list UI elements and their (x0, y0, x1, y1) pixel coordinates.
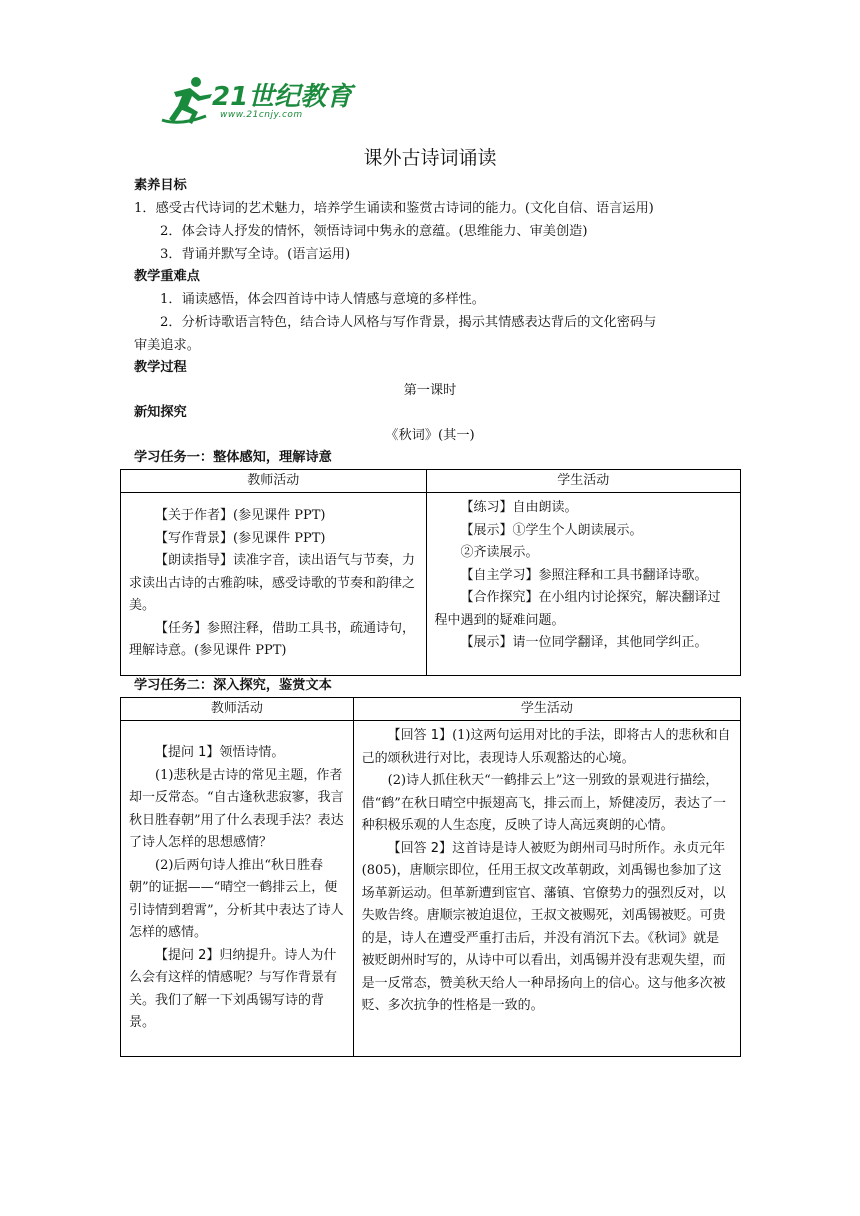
goal-3: 3．背诵并默写全诗。(语言运用) (160, 247, 351, 262)
table1-teacher-cell (121, 493, 427, 676)
page-title: 课外古诗词诵读 (363, 147, 497, 169)
table2-teacher-cell (121, 721, 354, 1057)
table2-teacher-para: (1)悲秋是古诗的常见主题，作者却一反常态。“自古逢秋悲寂寥，我言秋日胜春朝”用了什么表现手法？表达了诗人怎样的思想感情？ (129, 767, 344, 851)
table2-student-para: (2)诗人抓住秋天“一鹤排云上”这一别致的景观进行描绘，借“鹤”在秋日晴空中振翅高飞，排云而上，矫健凌厉，表达了一种积极乐观的人生态度，反映了诗人高远爽朗的心情。 (361, 773, 726, 833)
table2-student-cell (353, 721, 740, 1057)
key-heading: 教学重难点 (134, 269, 200, 284)
task2-heading: 学习任务二：深入探究，鉴赏文本 (134, 678, 332, 693)
table2-student-para: 【回答 2】这首诗是诗人被贬为朗州司马时所作。永贞元年(805)，唐顺宗即位，任用王叔文改革朝政，刘禹锡也参加了这场革新运动。但革新遭到宦官、藩镇、官僚势力的强烈反对，以失败告终。唐顺宗被迫退位，王叔文被赐死，刘禹锡被贬。可贵的是，诗人在遭受严重打击后，并没有消沉下去。《秋词》就是被贬朗州时写的，从诗中可以看出，刘禹锡并没有悲观失望，而是一反常态，赞美秋天给人一种昂扬向上的信心。这与他多次被贬、多次抗争的性格是一致的。 (361, 840, 726, 1013)
poem-title: 《秋词》(其一) (385, 428, 475, 443)
key-1: 1．诵读感悟，体会四首诗中诗人情感与意境的多样性。 (160, 292, 485, 307)
lesson-label: 第一课时 (403, 383, 457, 398)
table2-teacher-para: 【提问 2】归纳提升。诗人为什么会有这样的情感呢？与写作背景有关。我们了解一下刘禹锡写诗的背景。 (129, 947, 338, 1031)
goals-heading: 素养目标 (134, 178, 187, 193)
process-heading: 教学过程 (134, 360, 187, 375)
key-2-line-2: 审美追求。 (134, 338, 200, 353)
table1-student-para: 【展示】①学生个人朗读展示。 (460, 522, 643, 538)
runner-icon (160, 74, 220, 128)
table1-student-para: 【展示】请一位同学翻译，其他同学纠正。 (460, 635, 708, 650)
explore-heading: 新知探究 (134, 405, 187, 420)
table1-header-teacher: 教师活动 (121, 470, 427, 493)
table2-teacher-para: 【提问 1】领悟诗情。 (155, 745, 285, 761)
table2-teacher-para: (2)后两句诗人推出“秋日胜春朝”的证据——“晴空一鹤排云上，便引诗情到碧霄”，分析其中表达了诗人怎样的感情。 (129, 857, 344, 941)
task1-heading: 学习任务一：整体感知，理解诗意 (134, 450, 332, 465)
goal-2: 2．体会诗人抒发的情怀，领悟诗词中隽永的意蕴。(思维能力、审美创造) (160, 224, 588, 239)
table1-teacher-para: 【写作背景】(参见课件 PPT) (155, 530, 326, 546)
goal-1: 1．感受古代诗词的艺术魅力，培养学生诵读和鉴赏古诗词的能力。(文化自信、语言运用) (134, 201, 654, 216)
table2-student-para: 【回答 1】(1)这两句运用对比的手法，即将古人的悲秋和自己的颂秋进行对比，表现诗人乐观豁达的心境。 (361, 728, 731, 766)
table1-student-cell (426, 493, 741, 676)
task2-table (120, 697, 741, 1057)
logo-brand-text: 21世纪教育 (212, 82, 353, 112)
key-2-line-1: 2．分析诗歌语言特色，结合诗人风格与写作背景，揭示其情感表达背后的文化密码与 (160, 315, 657, 330)
brand-logo (160, 74, 360, 128)
table1-student-para: ②齐读展示。 (460, 545, 539, 560)
table1-teacher-para: 【任务】参照注释，借助工具书，疏通诗句，理解诗意。(参见课件 PPT) (129, 620, 416, 659)
logo-url-text: www.21cnjy.com (220, 110, 303, 120)
table1-teacher-para: 【朗读指导】读准字音，读出语气与节奏，力求读出古诗的古雅韵味，感受诗歌的节奏和韵律之美。 (129, 553, 416, 614)
task1-table (120, 469, 741, 676)
table1-student-para: 【合作探究】在小组内讨论探究，解决翻译过程中遇到的疑难问题。 (434, 590, 721, 628)
table2-header-teacher: 教师活动 (121, 698, 354, 721)
table2-header-student: 学生活动 (353, 698, 740, 721)
table1-student-para: 【自主学习】参照注释和工具书翻译诗歌。 (460, 567, 708, 583)
table1-header-student: 学生活动 (426, 470, 741, 493)
table1-student-para: 【练习】自由朗读。 (460, 500, 578, 515)
table1-teacher-para: 【关于作者】(参见课件 PPT) (155, 508, 326, 524)
